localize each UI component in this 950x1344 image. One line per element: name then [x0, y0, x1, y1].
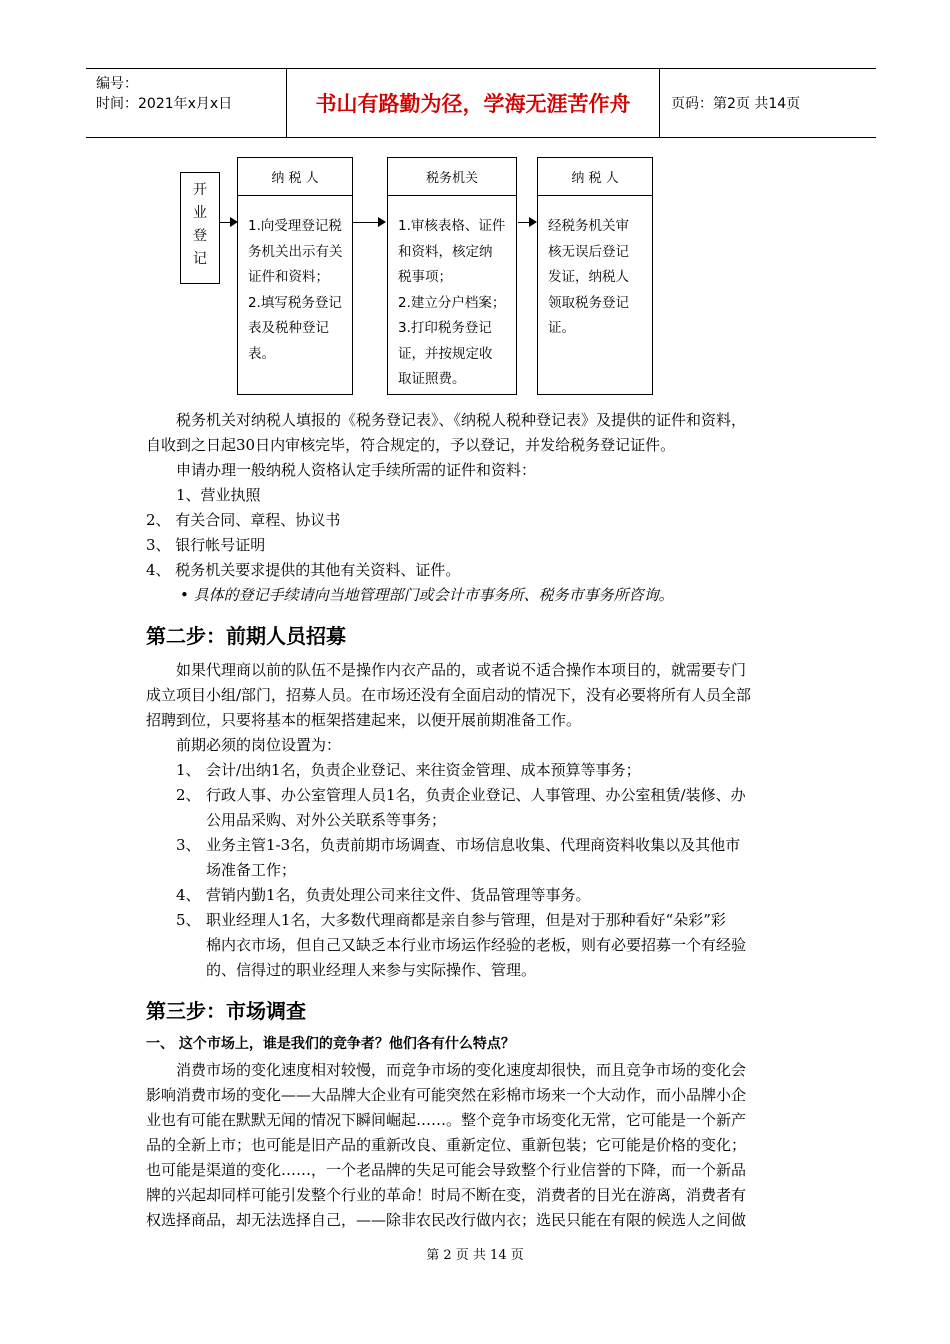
flow-start-char: 开 [193, 182, 207, 198]
flow-box-taxpayer-2 [537, 157, 653, 395]
paragraph-line: 税务机关对纳税人填报的《税务登记表》、《纳税人税种登记表》及提供的证件和资料， [176, 411, 747, 429]
list-item: 1、营业执照 [176, 486, 261, 504]
flow-arrow [220, 222, 236, 223]
paragraph-line: 申请办理一般纳税人资格认定手续所需的证件和资料： [176, 461, 537, 479]
flow-arrow [353, 222, 384, 223]
header-meta [86, 69, 287, 137]
list-item: 的、信得过的职业经理人来参与实际操作、管理。 [206, 961, 537, 979]
list-item: 业务主管1-3名，负责前期市场调查、市场信息收集、代理商资料收集以及其他市 [206, 836, 741, 854]
flow-box-body: 经税务机关审 核无误后登记 发证，纳税人 领取税务登记 证。 [548, 218, 629, 336]
paragraph-line: 如果代理商以前的队伍不是操作内衣产品的，或者说不适合操作本项目的，就需要专门 [176, 661, 747, 679]
flow-box-taxpayer-1 [237, 157, 353, 395]
flow-box-body: 1.审核表格、证件 和资料，核定纳 税事项； 2.建立分户档案； 3.打印税务登记 证，并按规定收 取证照费。 [398, 218, 506, 387]
list-item-number: 1、 [176, 761, 201, 779]
list-item: 行政人事、办公室管理人员1名，负责企业登记、人事管理、办公室租赁/装修、办 [206, 786, 746, 804]
list-item-number: 5、 [176, 911, 201, 929]
list-item-number: 2、 [176, 786, 201, 804]
flow-arrow [518, 222, 535, 223]
number-label: 编号： [96, 76, 138, 92]
section-heading: 第二步：前期人员招募 [146, 624, 346, 648]
page-header [86, 68, 876, 138]
paragraph-line: 权选择商品，却无法选择自己，——除非农民改行做内衣；选民只能在有限的候选人之间做 [146, 1211, 747, 1229]
paragraph-line: 品的全新上市；也可能是旧产品的重新改良、重新定位、重新包装；它可能是价格的变化； [146, 1136, 747, 1154]
paragraph-line: 牌的兴起却同样可能引发整个行业的革命！时局不断在变，消费者的目光在游离，消费者有 [146, 1186, 747, 1204]
note: • 具体的登记手续请向当地管理部门或会计市事务所、税务市事务所咨询。 [180, 586, 674, 604]
list-item: 公用品采购、对外公关联系等事务； [206, 811, 447, 829]
list-item: 会计/出纳1名，负责企业登记、来往资金管理、成本预算等事务； [206, 761, 641, 779]
paragraph-line: 影响消费市场的变化——大品牌大企业有可能突然在彩棉市场来一个大动作，而小品牌小企 [146, 1086, 747, 1104]
header-motto: 书山有路勤为径，学海无涯苦作舟 [287, 69, 660, 137]
list-item: 营销内勤1名，负责处理公司来往文件、货品管理等事务。 [206, 886, 591, 904]
flow-box-tax-office [387, 157, 517, 395]
list-item: 棉内衣市场，但自己又缺乏本行业市场运作经验的老板，则有必要招募一个有经验 [206, 936, 747, 954]
paragraph-line: 也可能是渠道的变化……，一个老品牌的失足可能会导致整个行业信誉的下降，而一个新品 [146, 1161, 747, 1179]
list-item-number: 3、 [176, 836, 201, 854]
list-item: 2、 有关合同、章程、协议书 [146, 511, 341, 529]
flow-box-title: 纳 税 人 [238, 158, 352, 196]
flow-box-title: 税务机关 [388, 158, 516, 196]
paragraph-line: 成立项目小组/部门，招募人员。在市场还没有全面启动的情况下，没有必要将所有人员全部 [146, 686, 752, 704]
flow-start-char: 登 [193, 228, 207, 244]
time-label: 时间：2021年x月x日 [96, 96, 233, 112]
page-footer: 第 2 页 共 14 页 [426, 1248, 524, 1263]
paragraph-line: 消费市场的变化速度相对较慢，而竞争市场的变化速度却很快，而且竞争市场的变化会 [176, 1061, 747, 1079]
section-heading: 第三步：市场调查 [146, 999, 306, 1023]
paragraph-line: 自收到之日起30日内审核完毕，符合规定的，予以登记，并发给税务登记证件。 [146, 436, 676, 454]
paragraph-line: 招聘到位，只要将基本的框架搭建起来，以便开展前期准备工作。 [146, 711, 582, 729]
header-page-label: 页码：第2页 共14页 [671, 96, 801, 112]
paragraph-line: 前期必须的岗位设置为： [176, 736, 342, 754]
flow-start-box [180, 172, 220, 284]
list-item-number: 4、 [176, 886, 201, 904]
flow-box-body: 1.向受理登记税 务机关出示有关 证件和资料； 2.填写税务登记 表及税种登记 表。 [248, 218, 343, 362]
subheading: 一、 这个市场上，谁是我们的竞争者？他们各有什么特点？ [146, 1036, 515, 1052]
list-item: 3、 银行帐号证明 [146, 536, 266, 554]
flow-start-char: 记 [193, 251, 207, 267]
flow-box-title: 纳 税 人 [538, 158, 652, 196]
list-item: 职业经理人1名，大多数代理商都是亲自参与管理，但是对于那种看好“朵彩”彩 [206, 911, 726, 929]
list-item: 4、 税务机关要求提供的其他有关资料、证件。 [146, 561, 461, 579]
list-item: 场准备工作； [206, 861, 297, 879]
paragraph-line: 业也有可能在默默无闻的情况下瞬间崛起……。整个竞争市场变化无常，它可能是一个新产 [146, 1111, 747, 1129]
flow-start-char: 业 [193, 205, 207, 221]
